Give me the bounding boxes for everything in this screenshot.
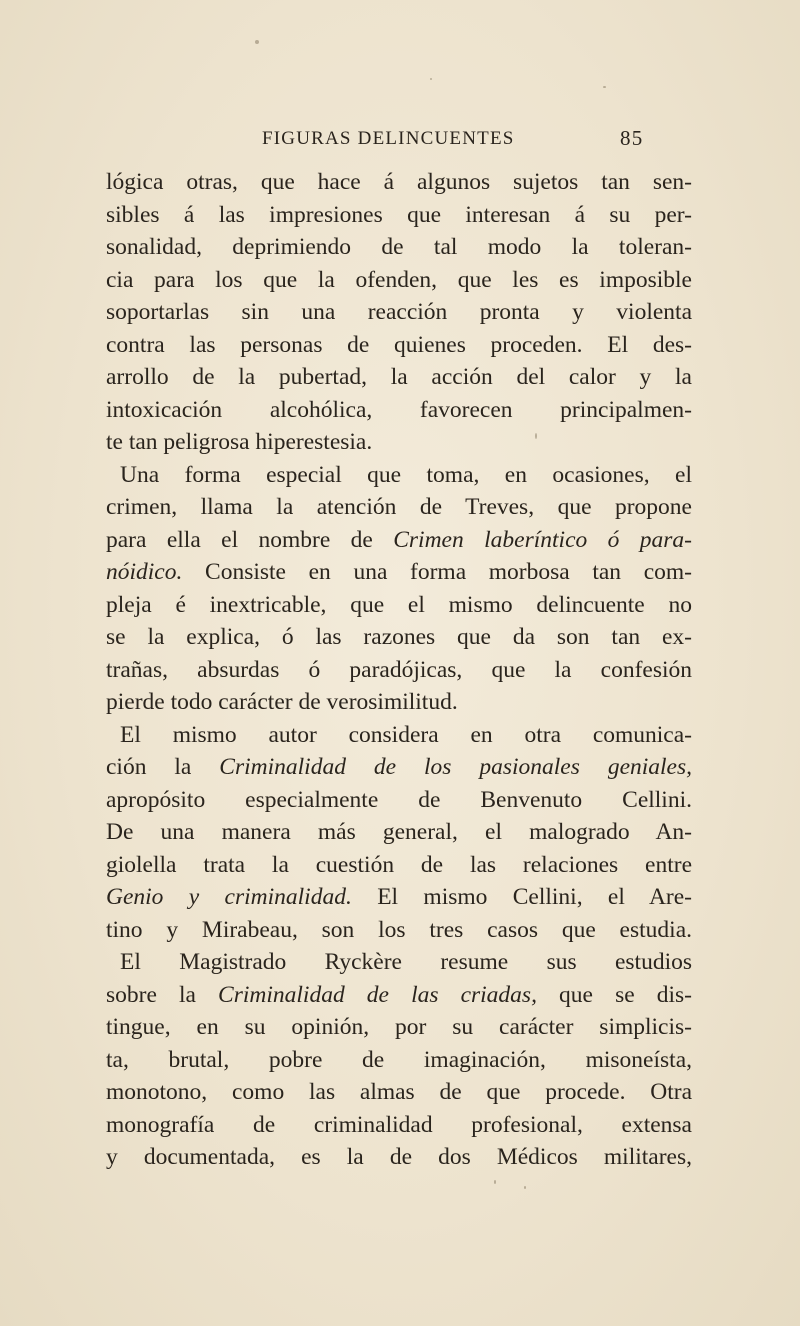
paper-speck [494,1180,496,1184]
text-segment: Una forma especial que toma, en ocasiones, el [120,461,692,488]
text-line [106,849,692,882]
paper-speck [603,86,606,88]
text-segment: sonalidad, deprimiendo de tal modo la toleran- [106,234,692,260]
text-line [106,686,692,719]
text-segment: se la explica, ó las razones que da son tan ex- [106,624,692,650]
text-segment: sibles á las impresiones que interesan á su per- [106,201,692,228]
text-line [106,1141,692,1174]
text-line [106,914,692,947]
italic-text: Criminalidad de los pasionales geniales, [219,754,693,780]
text-segment: El Magistrado Ryckère resume sus estudios [120,949,692,975]
text-line [106,946,692,979]
paper-speck [255,40,259,44]
text-segment: para ella el nombre de [106,526,394,553]
text-segment: giolella trata la cuestión de las relaciones entre [106,851,692,878]
text-line [106,296,692,329]
text-segment: pleja é inextricable, que el mismo delincuente no [106,591,692,618]
text-line [106,361,692,394]
text-segment: Consiste en una forma morbosa tan com- [182,559,692,585]
italic-text: Crimen laberíntico ó para- [393,526,692,553]
text-segment: sobre la [106,981,219,1008]
text-segment: soportarlas sin una reacción pronta y violenta [106,299,692,325]
paper-speck [430,78,432,80]
text-segment: ta, brutal, pobre de imaginación, misoneísta, [106,1046,692,1073]
text-segment: tino y Mirabeau, son los tres casos que estudia. [106,916,692,943]
text-segment: apropósito especialmente de Benvenuto Cellini. [106,786,692,813]
text-segment: crimen, llama la atención de Treves, que propone [106,494,692,520]
text-line [106,426,692,459]
text-line [106,621,692,654]
text-line [106,816,692,849]
text-line [106,784,692,817]
text-line [106,394,692,427]
text-line [106,1109,692,1142]
italic-text: Criminalidad de las criadas, [218,981,537,1008]
text-line [106,556,692,589]
body-text [106,166,692,1174]
text-segment: El mismo autor considera en otra comunica- [120,721,692,748]
text-line [106,654,692,687]
text-segment: contra las personas de quienes proceden. El des- [106,331,692,358]
text-segment: El mismo Cellini, el Are- [351,884,692,910]
text-segment: arrollo de la pubertad, la acción del calor y la [106,364,692,390]
text-segment: pierde todo carácter de verosimilitud. [106,689,458,715]
text-line [106,1076,692,1109]
text-segment: trañas, absurdas ó paradójicas, que la confesión [106,656,692,683]
text-line [106,166,692,199]
text-segment: cia para los que la ofenden, que les es imposible [106,266,692,293]
text-line [106,264,692,297]
text-segment: monografía de criminalidad profesional, extensa [106,1111,692,1138]
text-line [106,751,692,784]
text-line [106,199,692,232]
paper-speck [535,433,537,439]
italic-text: nóidico. [106,559,183,585]
text-line [106,1011,692,1044]
text-segment: te tan peligrosa hiperestesia. [106,429,373,455]
text-segment: De una manera más general, el malogrado An- [106,819,692,845]
text-segment: y documentada, es la de dos Médicos militares, [106,1144,692,1170]
text-segment: tingue, en su opinión, por su carácter simplicis- [106,1014,692,1040]
text-line [106,979,692,1012]
text-line [106,231,692,264]
text-segment: monotono, como las almas de que procede. Otra [106,1079,692,1105]
text-line [106,719,692,752]
italic-text: Genio y criminalidad. [106,884,352,910]
paper-speck [524,1186,526,1189]
text-line [106,329,692,362]
text-line [106,524,692,557]
text-line [106,491,692,524]
text-line [106,1044,692,1077]
text-segment: intoxicación alcohólica, favorecen principalmen- [106,396,692,423]
text-segment: ción la [106,754,220,780]
text-line [106,459,692,492]
page-number: 85 [620,126,644,150]
text-line [106,589,692,622]
text-segment: lógica otras, que hace á algunos sujetos tan sen- [106,169,692,195]
text-line [106,881,692,914]
running-title: FIGURAS DELINCUENTES [262,128,515,149]
text-segment: que se dis- [536,981,692,1008]
